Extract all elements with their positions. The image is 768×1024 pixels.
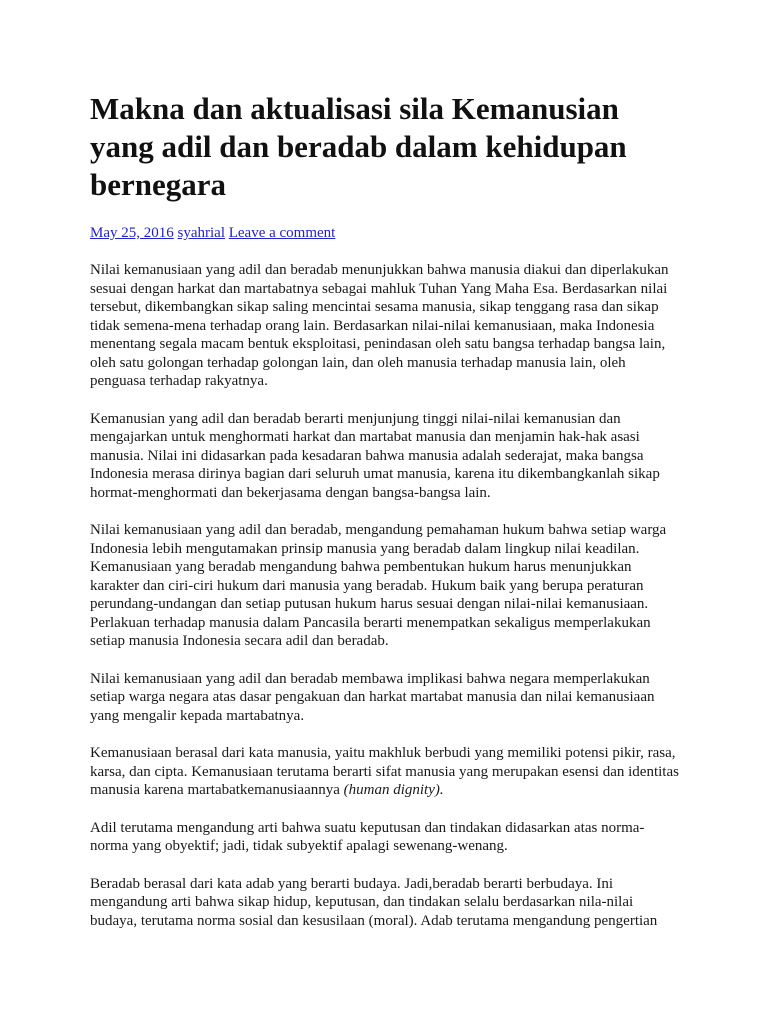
post-date-link[interactable]: May 25, 2016 [90,225,174,241]
document-page [90,90,680,949]
paragraph-7: Beradab berasal dari kata adab yang berarti budaya. Jadi,beradab berarti berbudaya. Ini mengandung arti bahwa sikap hidup, keputusan, dan tindakan selalu berdasarkan nila-nilai budaya, terutama norma sosial dan kesusilaan (moral). Adab terutama mengandung pengertian [90,875,658,929]
paragraph-5-emphasis: (human dignity). [343,782,444,798]
leave-comment-link[interactable]: Leave a comment [228,225,336,241]
post-meta [90,223,680,243]
paragraph-4: Nilai kemanusiaan yang adil dan beradab membawa implikasi bahwa negara memperlakukan setiap warga negara atas dasar pengakuan dan harkat martabat manusia dan nilai kemanusiaan yang mengalir kepada martabatnya. [90,670,655,724]
article-body [90,261,680,930]
paragraph-6: Adil terutama mengandung arti bahwa suatu keputusan dan tindakan didasarkan atas norma-norma yang obyektif; jadi, tidak subyektif apalagi sewenang-wenang. [90,819,645,854]
paragraph-5-text: Kemanusiaan berasal dari kata manusia, yaitu makhluk berbudi yang memiliki potensi pikir, rasa, karsa, dan cipta. Kemanusiaan terutama berarti sifat manusia yang merupakan esensi dan identitas manusia karena martabatkemanusiaannya [90,745,679,798]
author-link[interactable]: syahrial [177,225,225,241]
paragraph-5 [90,744,680,800]
paragraph-3: Nilai kemanusiaan yang adil dan beradab, mengandung pemahaman hukum bahwa setiap warga Indonesia lebih mengutamakan prinsip manusia yang beradab dalam lingkup nilai keadilan. Kemanusiaan yang beradab mengandung bahwa pembentukan hukum harus menunjukkan karakter dan ciri-ciri hukum dari manusia yang beradab. Hukum baik yang berupa peraturan perundang-undangan dan setiap putusan hukum harus sesuai dengan nilai-nilai kemanusiaan. Perlakuan terhadap manusia dalam Pancasila berarti menempatkan sekaligus memperlakukan setiap manusia Indonesia secara adil dan beradab. [90,522,667,649]
paragraph-2: Kemanusian yang adil dan beradab berarti menjunjung tinggi nilai-nilai kemanusian dan mengajarkan untuk menghormati harkat dan martabat manusia dan menjamin hak-hak asasi manusia. Nilai ini didasarkan pada kesadaran bahwa manusia adalah sederajat, maka bangsa Indonesia merasa dirinya bagian dari seluruh umat manusia, karena itu dikembangkanlah sikap hormat-menghormati dan bekerjasama dengan bangsa-bangsa lain. [90,410,660,501]
paragraph-1: Nilai kemanusiaan yang adil dan beradab menunjukkan bahwa manusia diakui dan diperlakukan sesuai dengan harkat dan martabatnya sebagai mahluk Tuhan Yang Maha Esa. Berdasarkan nilai tersebut, dikembangkan sikap saling mencintai sesama manusia, sikap tenggang rasa dan sikap tidak semena-mena terhadap orang lain. Berdasarkan nilai-nilai kemanusiaan, maka Indonesia menentang segala macam bentuk eksploitasi, penindasan oleh satu bangsa terhadap bangsa lain, oleh satu golongan terhadap golongan lain, dan oleh manusia terhadap manusia lain, oleh penguasa terhadap rakyatnya. [90,262,669,389]
post-title: Makna dan aktualisasi sila Kemanusian yang adil dan beradab dalam kehidupan bernegara [90,91,627,202]
